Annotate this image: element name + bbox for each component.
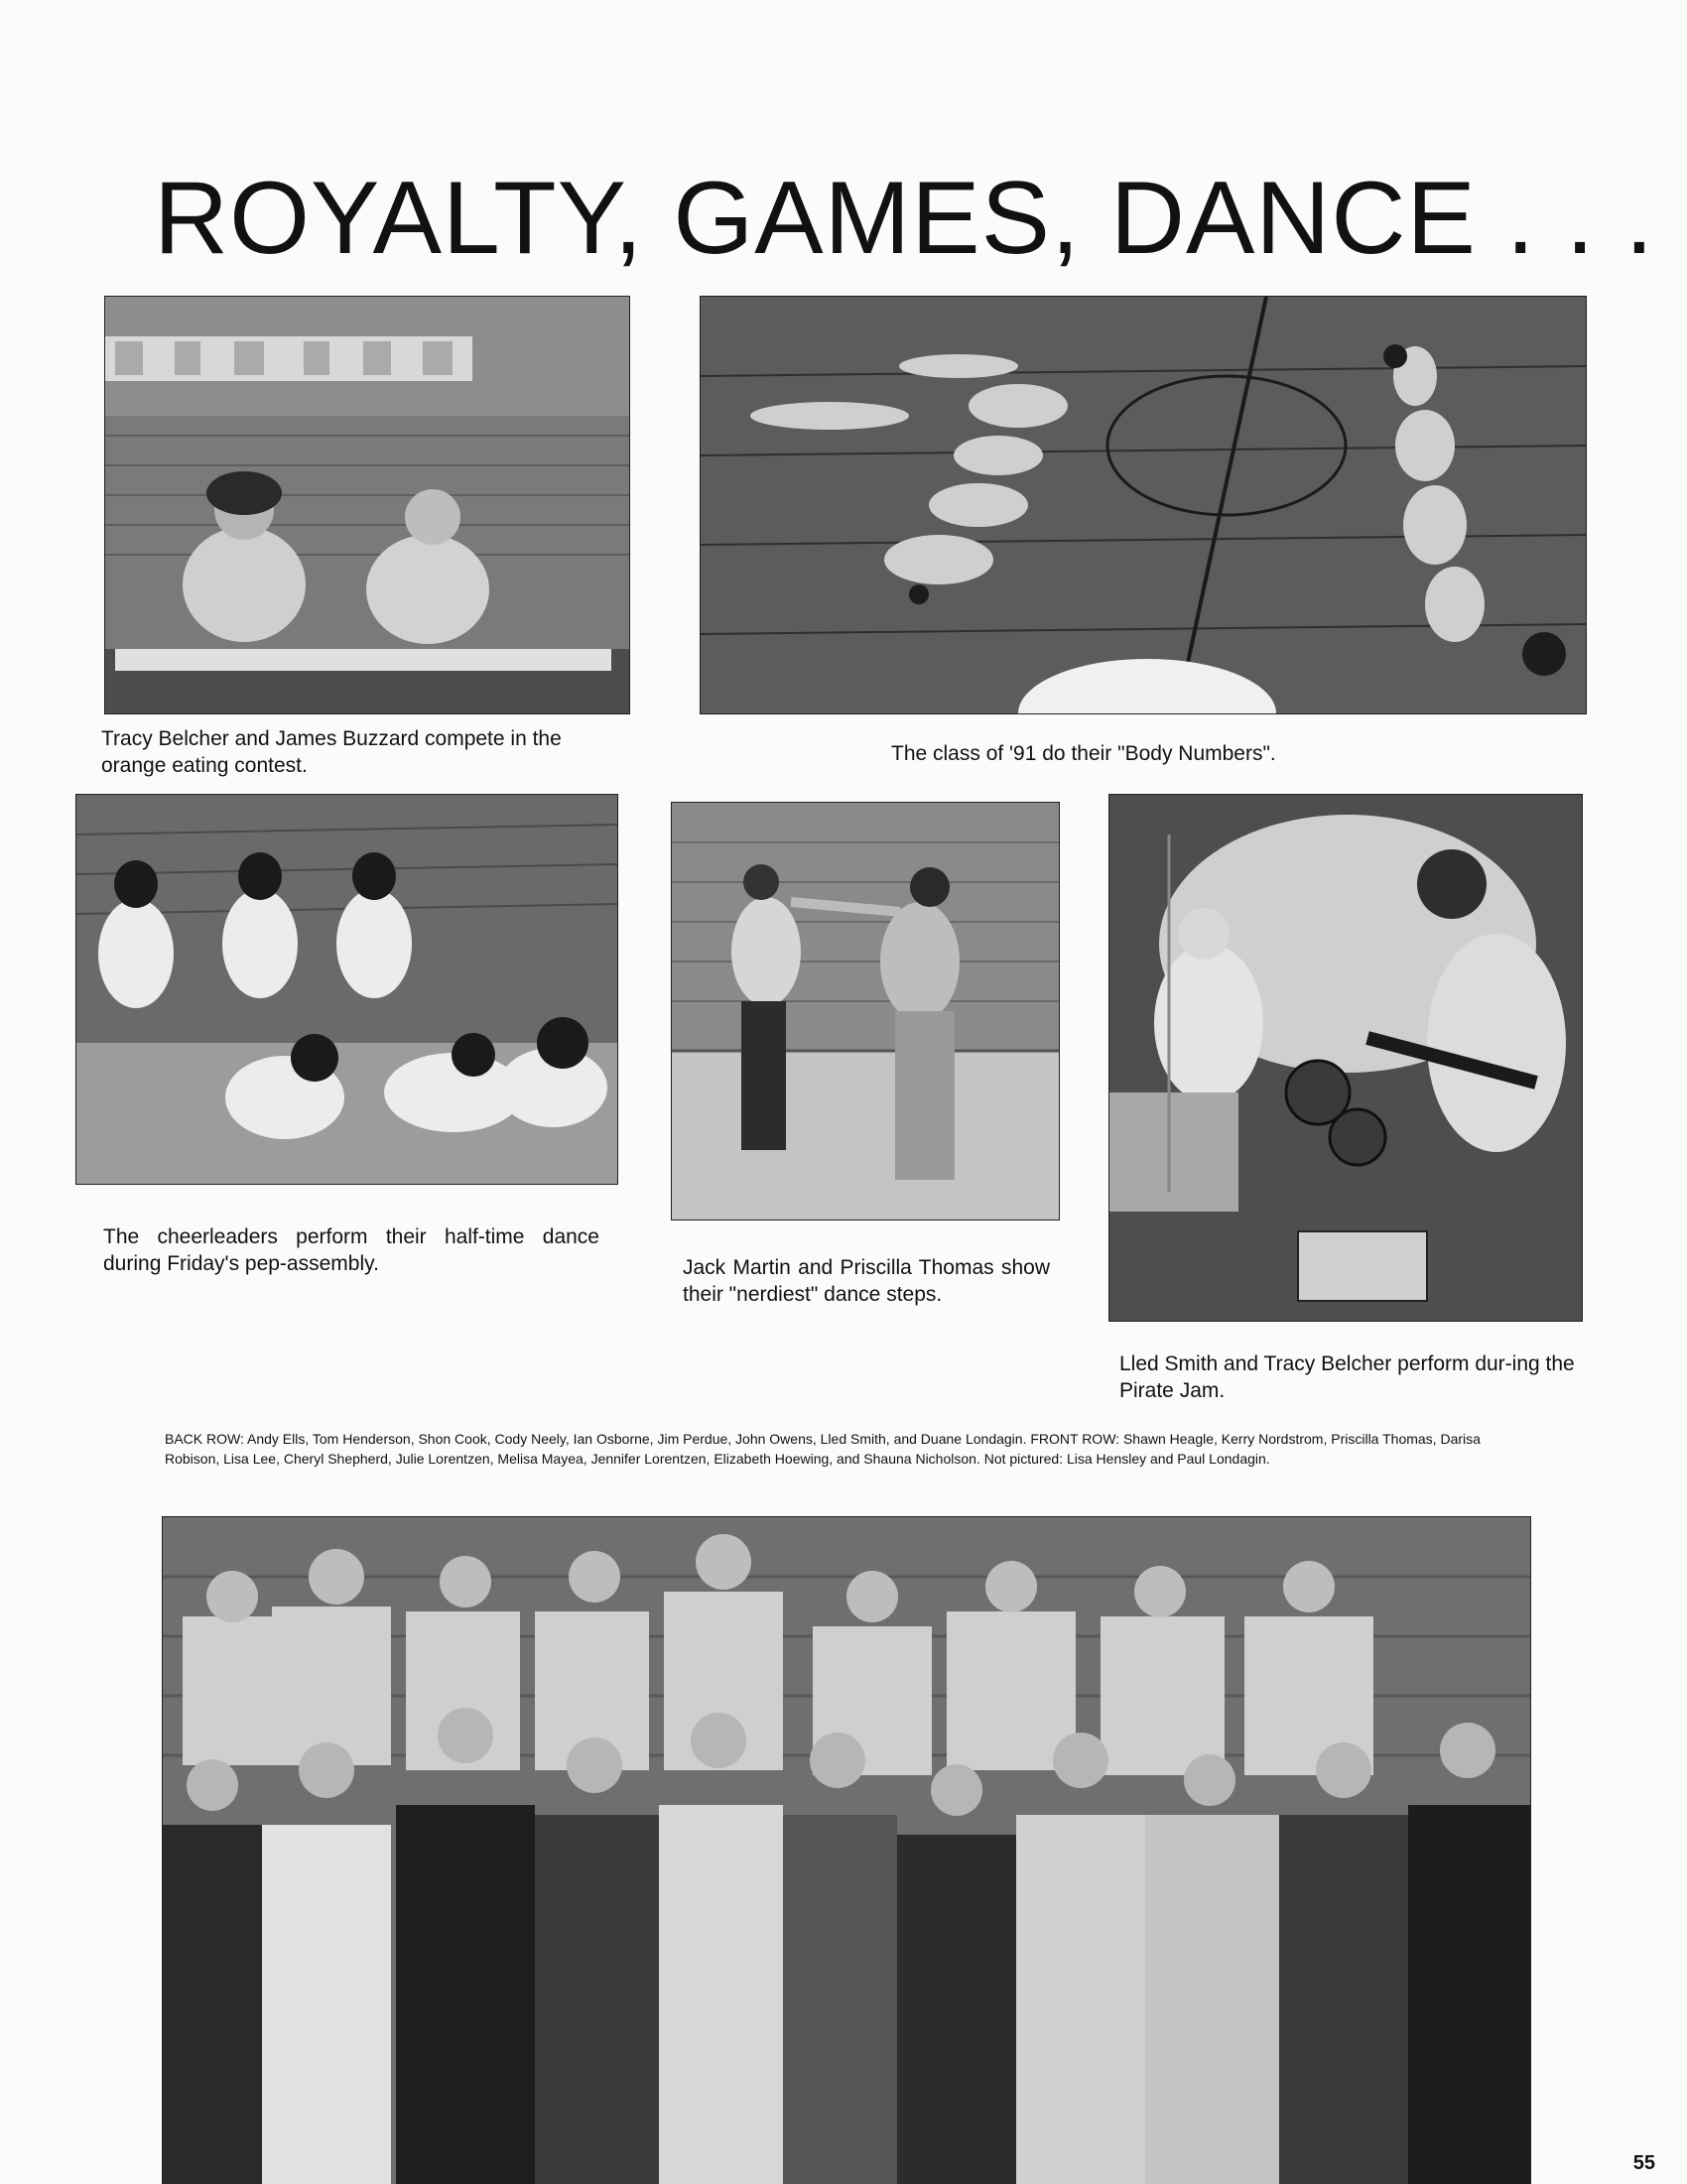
- cheerleaders-caption: The cheerleaders perform their half-time dance during Friday's pep-assembly.: [103, 1225, 599, 1275]
- nerd-dance-photo: [671, 802, 1060, 1220]
- group-photo-roster: BACK ROW: Andy Ells, Tom Henderson, Shon Cook, Cody Neely, Ian Osborne, Jim Perdue, John Owens, Lled Smith, and Duane Londagin. FRONT ROW: Shawn Heagle, Kerry Nordstrom, Priscilla Thomas, Darisa Robison, Lisa Lee, Cheryl Shepherd, Julie Lorentzen, Melisa Mayea, Jennifer Lorentzen, Elizabeth Hoewing, and Shauna Nicholson. Not pictured: Lisa Hensley and Paul Londagin.: [165, 1431, 1481, 1467]
- nerd-dance-caption: Jack Martin and Priscilla Thomas show their "nerdiest" dance steps.: [683, 1256, 1050, 1306]
- group-photo: [162, 1516, 1531, 2184]
- cheerleaders-photo: [75, 794, 618, 1185]
- body-numbers-photo: [700, 296, 1587, 714]
- page-number: 55: [1632, 2152, 1655, 2174]
- orange-eating-contest-photo: [104, 296, 630, 714]
- pirate-jam-photo: [1108, 794, 1583, 1322]
- body-numbers-caption: The class of '91 do their "Body Numbers".: [891, 742, 1276, 765]
- orange-eating-contest-caption: Tracy Belcher and James Buzzard compete in the orange eating contest.: [101, 727, 562, 777]
- page-title: ROYALTY, GAMES, DANCE . . .: [154, 161, 1655, 276]
- pirate-jam-caption: Lled Smith and Tracy Belcher perform dur-ing the Pirate Jam.: [1119, 1352, 1575, 1402]
